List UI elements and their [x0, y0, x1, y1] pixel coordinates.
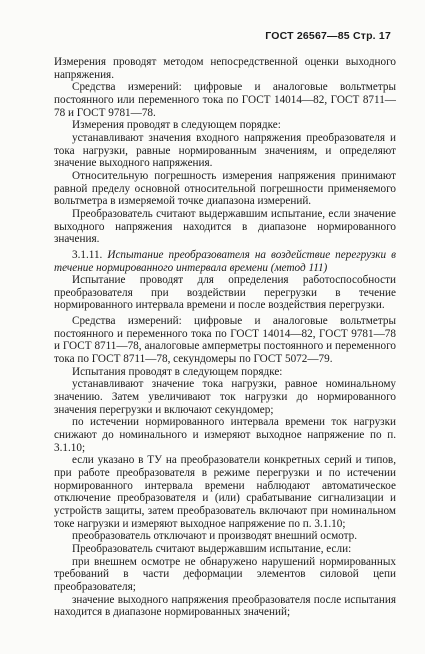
- paragraph: Измерения проводят методом непосредственной оценки выходного напряжения.: [54, 56, 396, 81]
- page-header: [265, 30, 391, 42]
- paragraph: значение выходного напряжения преобразователя после испытания находится в диапазоне нормированных значений;: [54, 593, 396, 619]
- paragraph: Испытание проводят для определения работоспособности преобразователя при воздействии перегрузки в течение нормированного интервала времени и после воздействия перегрузки.: [54, 274, 396, 312]
- paragraph: по истечении нормированного интервала времени ток нагрузки снижают до номинального и измеряют выходное напряжение по п. 3.1.10;: [54, 416, 396, 454]
- paragraph: если указано в ТУ на преобразователи конкретных серий и типов, при работе преобразователя в режиме перегрузки и по истечении нормированного интервала времени наблюдают автоматическое отключение преобразователя и (или) срабатывание сигнализации и устройств защиты, затем преобразователь включают при номинальном токе нагрузки и измеряют выходное напряжение по п. 3.1.10;: [54, 454, 396, 530]
- paragraph: Преобразователь считают выдержавшим испытание, если:: [72, 542, 352, 555]
- paragraph: Средства измерений: цифровые и аналоговые вольтметры постоянного и переменного тока по ГОСТ 14014—82, ГОСТ 9781—78 и ГОСТ 8711—78, аналоговые амперметры постоянного и переменного тока по ГОСТ 8711—78, секундомеры по ГОСТ 5072—79.: [54, 315, 396, 366]
- standard-number: ГОСТ 26567—85: [265, 30, 350, 42]
- section-number: 3.1.11.: [72, 248, 103, 261]
- paragraph: устанавливают значения входного напряжения преобразователя и тока нагрузки, равные нормированным значениям, и определяют значение выходного напряжения.: [54, 131, 396, 170]
- document-body: [54, 56, 396, 619]
- paragraph: при внешнем осмотре не обнаружено нарушений нормированных требований в части деформации элементов силовой цепи преобразователя;: [54, 555, 396, 593]
- paragraph: Относительную погрешность измерения напряжения принимают равной пределу основной относительной погрешности применяемого вольтметра в измеряемой точке диапазона измерений.: [54, 169, 396, 208]
- paragraph: Испытания проводят в следующем порядке:: [72, 365, 283, 378]
- paragraph: преобразователь отключают и производят внешний осмотр.: [72, 530, 358, 543]
- paragraph: устанавливают значение тока нагрузки, равное номинальному значению. Затем увеличивают ток нагрузки до нормированного значения перегрузки и включают секундомер;: [54, 378, 396, 416]
- paragraph: Средства измерений: цифровые и аналоговые вольтметры постоянного или переменного тока по ГОСТ 14014—82, ГОСТ 8711—78 и ГОСТ 9781—78.: [54, 81, 396, 119]
- section-title: Испытание преобразователя на воздействие перегрузки в течение нормированного интервала времени (метод 111): [54, 248, 396, 274]
- paragraph: Измерения проводят в следующем порядке:: [72, 119, 281, 132]
- paragraph: Преобразователь считают выдержавшим испытание, если значение выходного напряжения находится в диапазоне нормированного значения.: [54, 207, 396, 246]
- page-number: Стр. 17: [352, 30, 391, 42]
- section-heading: [54, 249, 396, 274]
